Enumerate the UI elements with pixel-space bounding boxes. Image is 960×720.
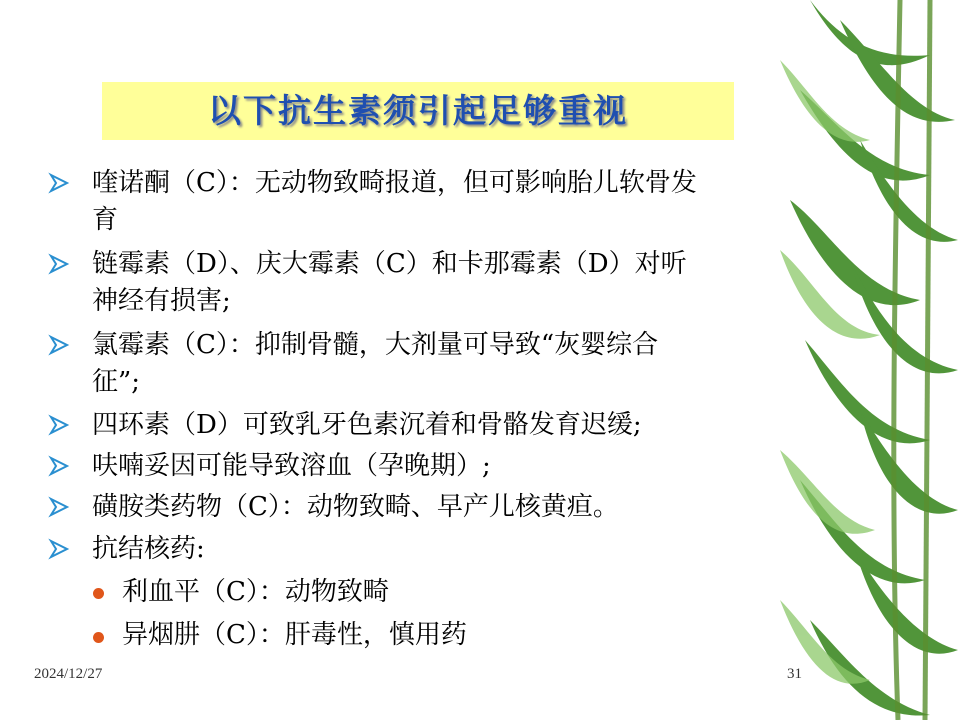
sub-list-item: 异烟肼（C）：肝毒性，慎用药 <box>122 620 467 650</box>
list-item: 呋喃妥因可能导致溶血（孕晚期）; <box>92 451 491 481</box>
list-item: 喹诺酮（C）：无动物致畸报道，但可影响胎儿软骨发 <box>92 168 697 198</box>
arrow-bullet-icon <box>48 538 70 560</box>
list-item-continuation: 神经有损害; <box>92 286 231 316</box>
sub-list-item: 利血平（C）：动物致畸 <box>122 577 389 607</box>
page-number: 31 <box>787 666 802 682</box>
list-item: 氯霉素（C）：抑制骨髓，大剂量可导致“灰婴综合 <box>92 330 659 360</box>
title-box <box>102 82 734 140</box>
bamboo-decoration <box>780 0 960 720</box>
arrow-bullet-icon <box>48 172 70 194</box>
slide-title: 以下抗生素须引起足够重视 <box>208 91 628 130</box>
arrow-bullet-icon <box>48 455 70 477</box>
sub-bullet-dot-icon <box>93 588 104 599</box>
list-item: 四环素（D）可致乳牙色素沉着和骨骼发育迟缓; <box>92 410 642 440</box>
arrow-bullet-icon <box>48 253 70 275</box>
list-item-continuation: 育 <box>92 205 119 235</box>
arrow-bullet-icon <box>48 496 70 518</box>
list-item-continuation: 征”; <box>92 367 141 397</box>
arrow-bullet-icon <box>48 334 70 356</box>
arrow-bullet-icon <box>48 414 70 436</box>
list-item: 抗结核药: <box>92 534 205 564</box>
footer-date: 2024/12/27 <box>34 666 103 682</box>
sub-bullet-dot-icon <box>93 632 104 643</box>
list-item: 链霉素（D）、庆大霉素（C）和卡那霉素（D）对听 <box>92 249 687 279</box>
list-item: 磺胺类药物（C）：动物致畸、早产儿核黄疸。 <box>92 492 619 522</box>
